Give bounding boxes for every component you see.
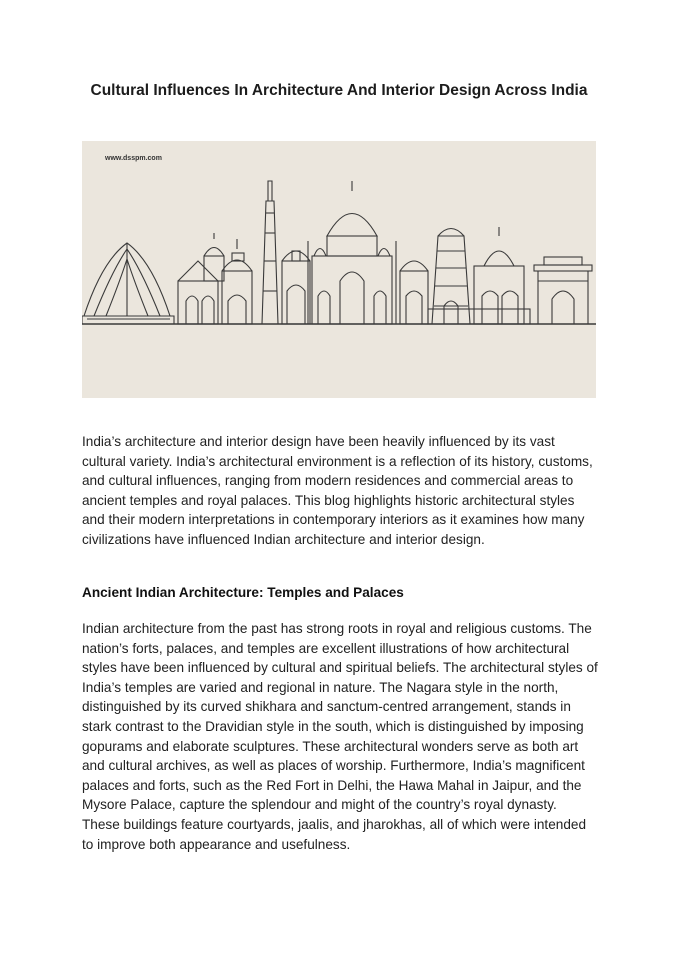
- image-watermark: www.dsspm.com: [105, 155, 162, 162]
- section-heading: Ancient Indian Architecture: Temples and Palaces: [82, 585, 404, 600]
- body-paragraph: Indian architecture from the past has strong roots in royal and religious customs. The nation’s forts, palaces, and temples are excellent illustrations of how architectural styles have been influenced by cultural and spiritual beliefs. The architectural styles of India’s temples are varied and regional in nature. The Nagara style in the north, distinguished by its curved shikhara and sanctum-centred arrangement, stands in stark contrast to the Dravidian style in the south, which is distinguished by imposing gopurams and elaborate sculptures. These architectural wonders serve as both art and cultural archives, as well as places of worship. Furthermore, India’s magnificent palaces and forts, such as the Red Fort in Delhi, the Hawa Mahal in Jaipur, and the Mysore Palace, capture the splendour and might of the country’s royal dynasty. These buildings feature courtyards, jaalis, and jharokhas, all of which were intended to improve both appearance and usefulness.: [82, 621, 598, 852]
- gopuram-icon: [432, 229, 470, 325]
- mosque-icon: [400, 261, 428, 324]
- india-skyline-image: [82, 141, 596, 398]
- palace-dome-icon: [428, 227, 530, 324]
- skyline-illustration-icon: [82, 141, 596, 398]
- palace-cluster-icon: [178, 233, 252, 324]
- page-title: Cultural Influences In Architecture And Interior Design Across India: [90, 82, 588, 99]
- intro-paragraph: India’s architecture and interior design have been heavily influenced by its vast cultural variety. India’s architectural environment is a reflection of its history, customs, and cultural influences, ranging from modern residences and commercial areas to ancient temples and royal palaces. This blog highlights historic architectural styles and their modern interpretations in contemporary interiors as it examines how many civilizations have influenced Indian architecture and interior design.: [82, 434, 593, 547]
- qutub-minar-icon: [262, 181, 278, 324]
- fort-cluster-icon: [282, 251, 310, 324]
- lotus-temple-icon: [82, 243, 174, 324]
- india-gate-icon: [534, 257, 592, 324]
- taj-mahal-icon: [308, 181, 396, 324]
